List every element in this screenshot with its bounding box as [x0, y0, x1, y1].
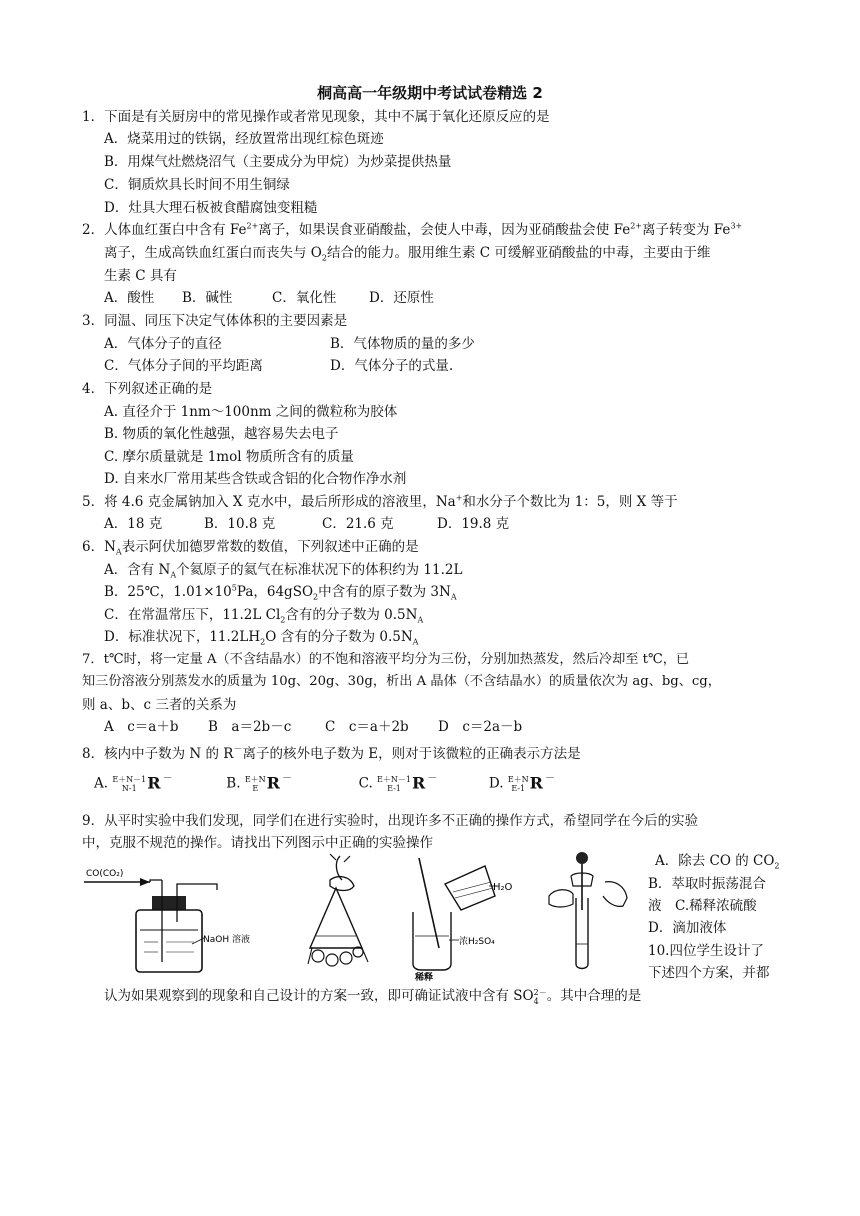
- q8-option-c: C. E＋N－1 E-1 R －: [358, 773, 438, 793]
- question-10-line-3: 认为如果观察到的现象和自己设计的方案一致，即可确证试液中含有 SO 2－ 4 。其中合理的是: [104, 987, 642, 1006]
- question-6-stem: 6．$N_A$表示阿伏加德罗常数的数值，下列叙述中正确的是: [82, 539, 419, 557]
- q5-option-a: A．18 克: [104, 516, 163, 532]
- question-8-stem: 8．核内中子数为 N 的 R－离子的核外电子数为 E，则对于该微粒的正确表示方法是: [82, 745, 581, 762]
- q8-a-numbers: E＋N－1 N-1: [112, 774, 147, 793]
- water-label: H₂O: [493, 882, 513, 893]
- q7-option-b: B a＝2b－c: [208, 719, 292, 735]
- figure-gas-washing-bottle: [82, 852, 272, 977]
- acid-label: 浓H₂SO₄: [459, 937, 495, 947]
- q8-option-a: A. E＋N－1 N-1 R －: [94, 773, 173, 793]
- q5-option-c: C．21.6 克: [322, 516, 394, 532]
- q5-option-d: D．19.8 克: [437, 516, 510, 532]
- q8-option-d: D. E＋N E-1 R －: [488, 773, 555, 793]
- q1-option-a: A．烧菜用过的铁锅，经放置常出现红棕色斑迹: [104, 131, 384, 147]
- question-2-stem: 2．人体血红蛋白中含有 $Fe^{2+}$离子，如果误食亚硝酸盐，会使人中毒，因为亚硝酸盐会使 $Fe^{2+}$离子转变为 $Fe^{3+}$: [82, 221, 743, 238]
- question-10-line-1: 10.四位学生设计了: [648, 943, 764, 959]
- q2-option-a: A．酸性: [104, 290, 155, 306]
- separatory-funnel-drawing: [290, 852, 390, 977]
- q5-options: [104, 513, 509, 535]
- q3-option-a: A．气体分子的直径: [104, 336, 222, 352]
- figure-dropper: [545, 852, 640, 977]
- question-9-line-2: 中，克服不规范的操作。请找出下列图示中正确的实验操作: [82, 835, 433, 851]
- q1-option-d: D．灶具大理石板被食醋腐蚀变粗糙: [104, 200, 318, 216]
- q9-option-a: A．除去 CO 的 $CO_2$: [655, 853, 780, 871]
- q6-option-d: D．标准状况下，$11.2LH_2O$ 含有的分子数为 $0.5N_A$: [104, 629, 419, 647]
- naoh-label: NaOH 溶液: [203, 935, 250, 945]
- question-7-line-3: 则 a、b、c 三者的关系为: [82, 697, 237, 713]
- figure-acid-dilution: [405, 852, 525, 983]
- q4-option-b: B. 物质的氧化性越强，越容易失去电子: [104, 426, 339, 442]
- question-3-stem: 3．同温、同压下决定气体体积的主要因素是: [82, 313, 348, 329]
- q9-option-c: 液 C.稀释浓硫酸: [648, 898, 757, 914]
- q3-options-row-2: [104, 355, 453, 377]
- q6-option-b: B．25℃，$1.01\times 10^5Pa$，64gSO$_2$中含有的原子数为 $3N_A$: [104, 583, 457, 602]
- q1-option-b: B．用煤气灶燃烧沼气（主要成分为甲烷）为炒菜提供热量: [104, 154, 452, 170]
- dropper-drawing: [545, 852, 640, 977]
- dilute-label: 稀释: [415, 973, 434, 983]
- q2-options: [104, 287, 434, 309]
- q4-option-d: D. 自来水厂常用某些含铁或含铝的化合物作净水剂: [104, 471, 407, 487]
- q4-option-a: A. 直径介于 1nm～100nm 之间的微粒称为胶体: [104, 404, 398, 420]
- q8-c-numbers: E＋N－1 E-1: [377, 774, 411, 793]
- q2-option-b: B．碱性: [182, 290, 233, 306]
- q5-option-b: B．10.8 克: [204, 516, 276, 532]
- q3-option-d: D．气体分子的式量.: [330, 358, 454, 374]
- q6-option-a: A．含有 $N_A$个氦原子的氦气在标准状况下的体积约为 11.2L: [104, 562, 463, 580]
- figure-separatory-funnel: [290, 852, 390, 977]
- q9-option-b: B．萃取时振荡混合: [648, 876, 766, 892]
- sulfate-charge: 2－ 4: [533, 987, 547, 1006]
- q8-d-numbers: E＋N E-1: [507, 774, 529, 793]
- question-4-stem: 4．下列叙述正确的是: [82, 381, 213, 397]
- q2-option-c: C．氧化性: [272, 290, 337, 306]
- q1-option-c: C．铜质炊具长时间不用生铜绿: [104, 177, 290, 193]
- acid-dilution-drawing: [405, 852, 525, 983]
- q8-options: [94, 768, 555, 795]
- gas-label: CO(CO₂): [86, 869, 124, 879]
- question-10-line-2: 下述四个方案，并都: [648, 965, 770, 981]
- q2-option-d: D．还原性: [369, 290, 434, 306]
- q8-option-b: B. E＋N E R －: [226, 773, 292, 793]
- q3-options-row-1: [104, 333, 475, 355]
- question-2-line-3: 生素 C 具有: [104, 268, 177, 284]
- q6-option-c: C．在常温常压下，11.2L $Cl_2$含有的分子数为 $0.5N_A$: [104, 607, 424, 625]
- question-1-stem: 1．下面是有关厨房中的常见操作或者常见现象，其中不属于氧化还原反应的是: [82, 109, 550, 125]
- q4-option-c: C. 摩尔质量就是 1mol 物质所含有的质量: [104, 449, 354, 465]
- q3-option-c: C．气体分子间的平均距离: [104, 358, 263, 374]
- question-2-line-2: 离子，生成高铁血红蛋白而丧失与 $O_2$结合的能力。服用维生素 C 可缓解亚硝酸盐的中毒，主要由于维: [104, 245, 711, 263]
- q7-option-d: D c＝2a－b: [438, 719, 523, 735]
- q8-b-numbers: E＋N E: [244, 774, 266, 793]
- question-9-line-1: 9．从平时实验中我们发现，同学们在进行实验时，出现许多不正确的操作方式，希望同学在今后的实验: [82, 813, 699, 829]
- question-7-line-2: 知三份溶液分别蒸发水的质量为 10g、20g、30g，析出 A 晶体（不含结晶水）的质量依次为 ag、bg、cg，: [82, 674, 721, 689]
- question-5-stem: 5．将 4.6 克金属钠加入 X 克水中，最后所形成的溶液里，Na+和水分子个数比为 1：5，则 X 等于: [82, 493, 678, 510]
- q7-option-a: A c＝a＋b: [104, 719, 179, 735]
- q9-option-d: D．滴加液体: [648, 920, 727, 936]
- page-title: 桐高高一年级期中考试试卷精选 2: [317, 84, 543, 102]
- q7-option-c: C c＝a＋2b: [325, 719, 409, 735]
- q7-options: [104, 716, 522, 738]
- gas-washing-bottle-drawing: [82, 852, 272, 977]
- question-7-line-1: 7．t℃时，将一定量 A（不含结晶水）的不饱和溶液平均分为三份，分别加热蒸发，然后冷却至 t℃，已: [82, 652, 690, 667]
- q3-option-b: B．气体物质的量的多少: [330, 336, 475, 352]
